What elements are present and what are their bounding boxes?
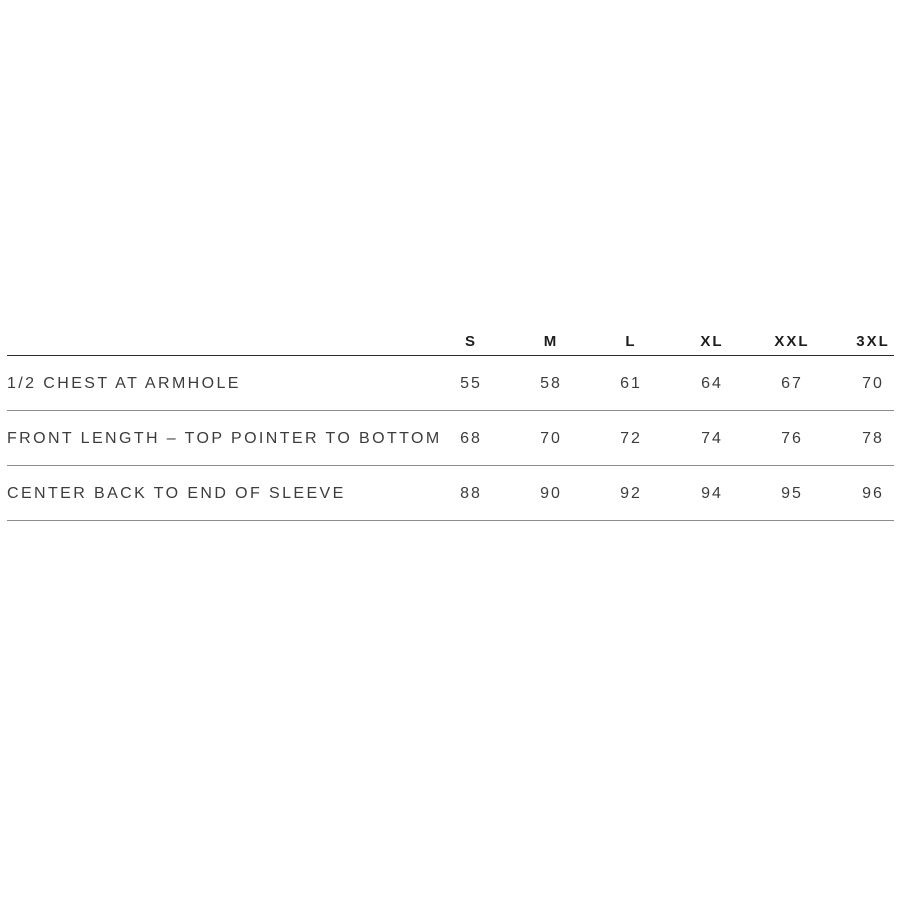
value-cell: 95 [781, 485, 803, 502]
value-cell: 92 [620, 485, 642, 502]
value-cell: 88 [460, 485, 482, 502]
value-cell: 64 [701, 375, 723, 392]
size-header-3xl: 3XL [856, 333, 890, 350]
value-cell: 58 [540, 375, 562, 392]
value-cell: 68 [460, 430, 482, 447]
size-chart-table [7, 326, 894, 521]
row-label: 1/2 CHEST AT ARMHOLE [7, 375, 241, 392]
value-cell: 90 [540, 485, 562, 502]
value-cell: 76 [781, 430, 803, 447]
size-header-xxl: XXL [774, 333, 810, 350]
value-cell: 67 [781, 375, 803, 392]
value-cell: 78 [862, 430, 884, 447]
size-header-l: L [625, 333, 637, 350]
value-cell: 70 [540, 430, 562, 447]
size-header-s: S [464, 333, 477, 350]
size-header-m: M [543, 333, 559, 350]
value-cell: 96 [862, 485, 884, 502]
value-cell: 61 [620, 375, 642, 392]
table-row-chest [7, 356, 894, 411]
value-cell: 70 [862, 375, 884, 392]
value-cell: 72 [620, 430, 642, 447]
value-cell: 94 [701, 485, 723, 502]
table-row-sleeve [7, 466, 894, 521]
value-cell: 74 [701, 430, 723, 447]
size-header-xl: XL [700, 333, 724, 350]
value-cell: 55 [460, 375, 482, 392]
table-row-front-length [7, 411, 894, 466]
row-label: FRONT LENGTH – TOP POINTER TO BOTTOM [7, 430, 442, 447]
row-label: CENTER BACK TO END OF SLEEVE [7, 485, 346, 502]
size-header-row [7, 326, 894, 356]
